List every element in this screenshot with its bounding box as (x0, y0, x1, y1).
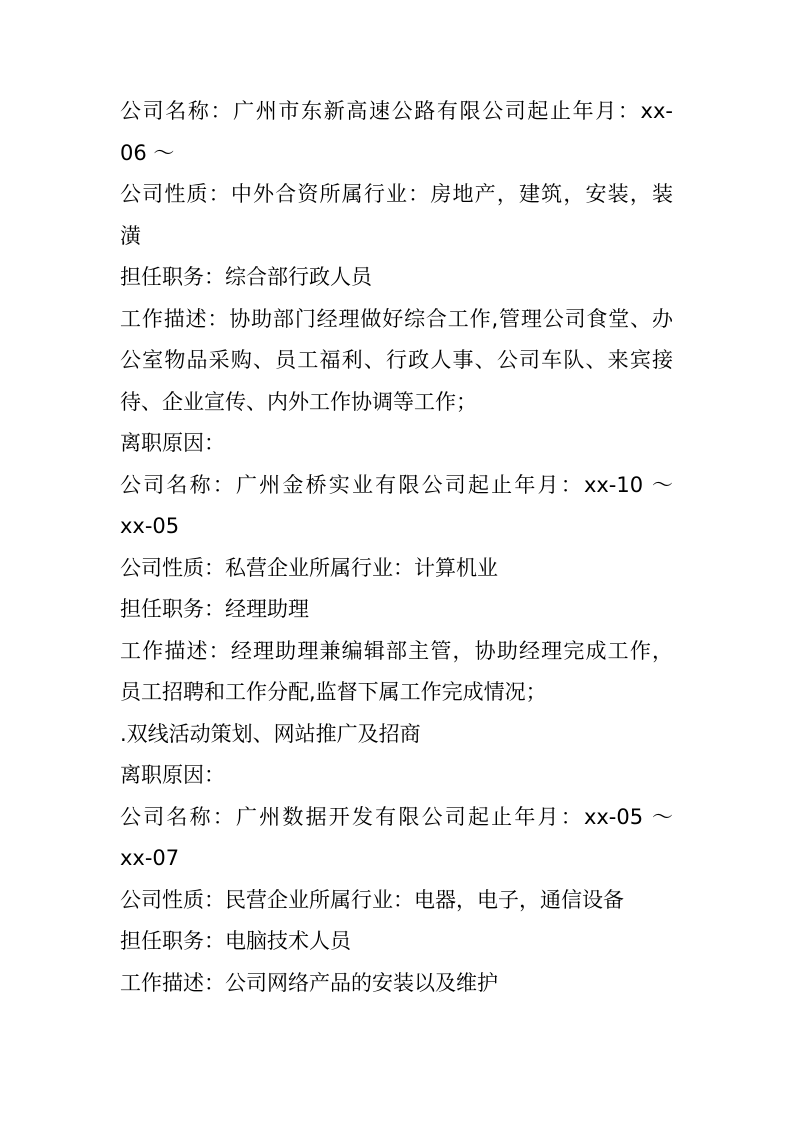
job1-company-type-line: 公司性质：中外合资所属行业：房地产，建筑，安装，装 (120, 182, 673, 206)
job3-description-line: 工作描述：公司网络产品的安装以及维护 (120, 970, 498, 995)
job2-leave-reason-line: 离职原因： (120, 763, 225, 787)
job1-description-line: 工作描述：协助部门经理做好综合工作,管理公司食堂、办 (120, 306, 673, 331)
job3-company-name-line: 公司名称：广州数据开发有限公司起止年月：xx-05 ～ (120, 804, 673, 829)
job2-description-line-cont: 员工招聘和工作分配,监督下属工作完成情况； (120, 680, 547, 704)
job2-company-type-line: 公司性质：私营企业所属行业：计算机业 (120, 555, 498, 580)
job1-description-line-cont: 公室物品采购、员工福利、行政人事、公司车队、来宾接 (120, 348, 673, 372)
job2-company-name-line: 公司名称：广州金桥实业有限公司起止年月：xx-10 ～ (120, 472, 673, 497)
document-body (120, 91, 673, 1004)
job3-position-line: 担任职务：电脑技术人员 (120, 929, 351, 953)
job1-company-name-line-cont: 06 ～ (120, 140, 175, 165)
job1-leave-reason-line: 离职原因： (120, 431, 225, 455)
job2-position-line: 担任职务：经理助理 (120, 597, 309, 621)
job2-description-line-end: .双线活动策划、网站推广及招商 (120, 721, 421, 746)
job3-company-name-line-cont: xx-07 (120, 846, 180, 870)
job2-company-name-line-cont: xx-05 (120, 514, 180, 538)
job1-company-name-line: 公司名称：广州市东新高速公路有限公司起止年月：xx- (120, 99, 673, 123)
job3-company-type-line: 公司性质：民营企业所属行业：电器，电子，通信设备 (120, 887, 624, 912)
job1-description-line-end: 待、企业宣传、内外工作协调等工作； (120, 389, 477, 414)
job1-company-type-line-cont: 潢 (120, 223, 141, 248)
job1-position-line: 担任职务：综合部行政人员 (120, 265, 372, 289)
job2-description-line: 工作描述：经理助理兼编辑部主管，协助经理完成工作， (120, 638, 673, 663)
